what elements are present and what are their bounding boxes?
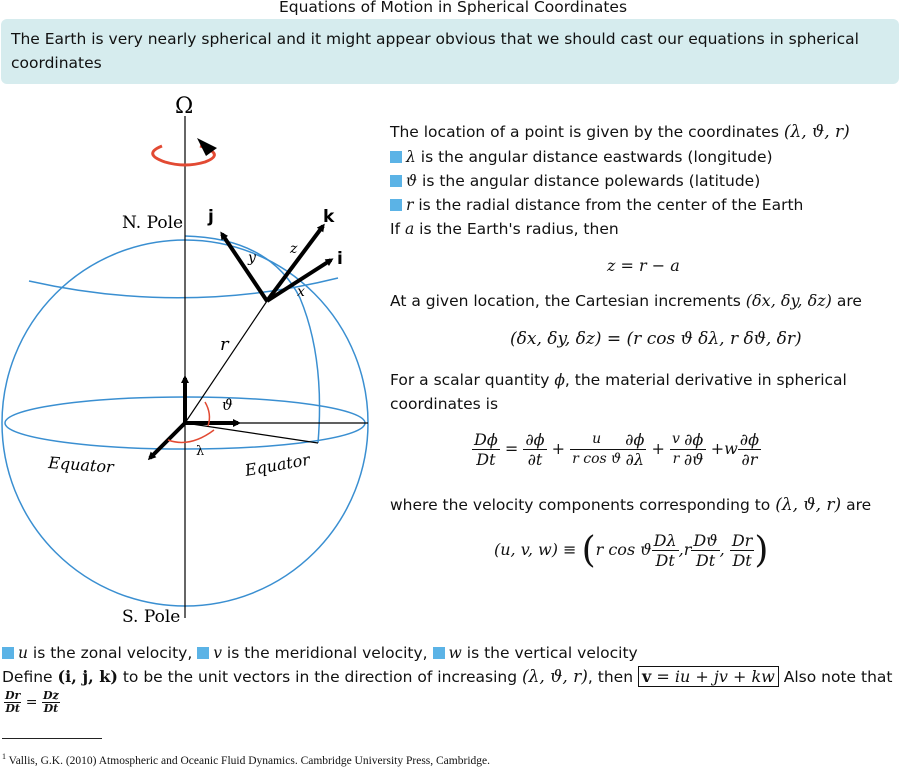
equation-material-derivative: $\frac{D\phi}{Dt}$ = $\frac{\partial\phi}{\partial t}$ + $\frac{u}{\text{r cos ϑ}}$ $\frac{\partial\phi}{\partial\lambda}$ + $\frac{v}{r}$ $\frac{\partial\phi}{\partial ϑ}$ +w $\frac{\partial\phi}{\partial r}$ — [474, 430, 759, 469]
meridian-arc — [185, 236, 320, 443]
unit-vectors-definition: Define (i, j, k) to be the unit vectors in the direction of increasing (λ, ϑ, r), then v = iu + jv + kw Also note that — [2, 667, 893, 687]
scalar-intro: For a scalar quantity ϕ, the material derivative in spherical — [390, 371, 847, 389]
frac-v-r: $\frac{v}{r}$ — [671, 431, 680, 467]
bullet-marker — [2, 647, 14, 659]
intro-banner: The Earth is very nearly spherical and it might appear obvious that we should cast our equations in spherical coordinates — [1, 19, 899, 84]
k-label: k — [323, 207, 335, 227]
frac-dphi-dt: $\frac{D\phi}{Dt}$ — [474, 430, 498, 469]
velocity-vector-box: v = iu + jv + kw — [638, 666, 779, 687]
latitude-arc — [29, 278, 338, 298]
center-to-equator — [185, 423, 318, 443]
frac-pphi-pt: $\frac{\partial\phi}{\partial t}$ — [525, 430, 545, 469]
r-label: r — [220, 334, 229, 355]
equator-right-label: Equator — [243, 449, 312, 480]
bullet-marker — [433, 647, 445, 659]
bullet-marker — [390, 151, 402, 163]
equator-left-label: Equator — [47, 453, 115, 477]
velocity-intro: where the velocity components corresponding to (λ, ϑ, r) are — [390, 495, 872, 515]
frac-dz-dt-small: $\frac{Dz}{Dt}$ — [42, 689, 59, 715]
bullet-radial: r is the radial distance from the center of the Earth — [390, 193, 803, 217]
equation-cartesian: (δx, δy, δz) = (r cos ϑ δλ, r δϑ, δr) — [510, 329, 802, 349]
frac-pphi-pr: $\frac{\partial\phi}{\partial r}$ — [739, 430, 759, 469]
frac-pphi-pth: $\frac{\partial\phi}{\partial ϑ}$ — [683, 430, 704, 469]
equation-dr-dz: $\frac{Dr}{Dt}$ = $\frac{Dz}{Dt}$ — [5, 689, 59, 715]
frac-pphi-pl: $\frac{\partial\phi}{\partial\lambda}$ — [625, 430, 645, 469]
x-label: x — [297, 284, 305, 300]
equation-z: z = r − a — [607, 256, 680, 275]
z-label: z — [290, 241, 298, 257]
center-front-vector — [150, 423, 185, 458]
bullet-longitude: λ is the angular distance eastwards (longitude) — [390, 145, 773, 169]
frac-dr-dt-small: $\frac{Dr}{Dt}$ — [5, 689, 21, 715]
frac-u-rcos: $\frac{u}{\text{r cos ϑ}}$ — [572, 431, 622, 467]
lambda-label: λ — [196, 444, 205, 459]
location-intro: The location of a point is given by the coordinates (λ, ϑ, r) — [390, 122, 850, 142]
bullet-marker — [390, 175, 402, 187]
velocity-components: u is the zonal velocity, v is the meridional velocity, w is the vertical velocity — [2, 641, 638, 665]
page-title: Equations of Motion in Spherical Coordinates — [278, 0, 628, 16]
frac-dth-dt: $\frac{Dϑ}{Dt}$ — [693, 531, 718, 570]
scalar-intro-2: coordinates is — [390, 395, 499, 413]
bullet-marker — [390, 199, 402, 211]
omega-label: Ω — [175, 94, 194, 119]
n-pole-label: N. Pole — [122, 213, 184, 233]
s-pole-label: S. Pole — [122, 607, 181, 627]
bullet-latitude: ϑ is the angular distance polewards (latitude) — [390, 169, 760, 193]
footnote: $^1$ Vallis, G.K. (2010) Atmospheric and Oceanic Fluid Dynamics. Cambridge University Press, Cambridge. — [2, 752, 490, 767]
cartesian-intro: At a given location, the Cartesian increments (δx, δy, δz) are — [390, 291, 862, 310]
j-label: j — [208, 207, 214, 227]
i-label: i — [337, 249, 343, 269]
equation-velocity: (u, v, w) ≡ (r cos ϑ $\frac{D\lambda}{Dt}$ ,r $\frac{Dϑ}{Dt}$ , $\frac{Dr}{Dt}$ ) — [494, 530, 769, 571]
earth-radius-text: If a is the Earth's radius, then — [390, 220, 619, 238]
sphere-diagram — [0, 88, 380, 628]
theta-label: ϑ — [222, 396, 233, 414]
bullet-marker — [197, 647, 209, 659]
y-label: y — [248, 250, 256, 266]
frac-dr-dt: $\frac{Dr}{Dt}$ — [731, 531, 753, 570]
footnote-rule — [2, 738, 102, 739]
frac-dl-dt: $\frac{D\lambda}{Dt}$ — [653, 531, 677, 570]
vector-j — [222, 234, 267, 301]
